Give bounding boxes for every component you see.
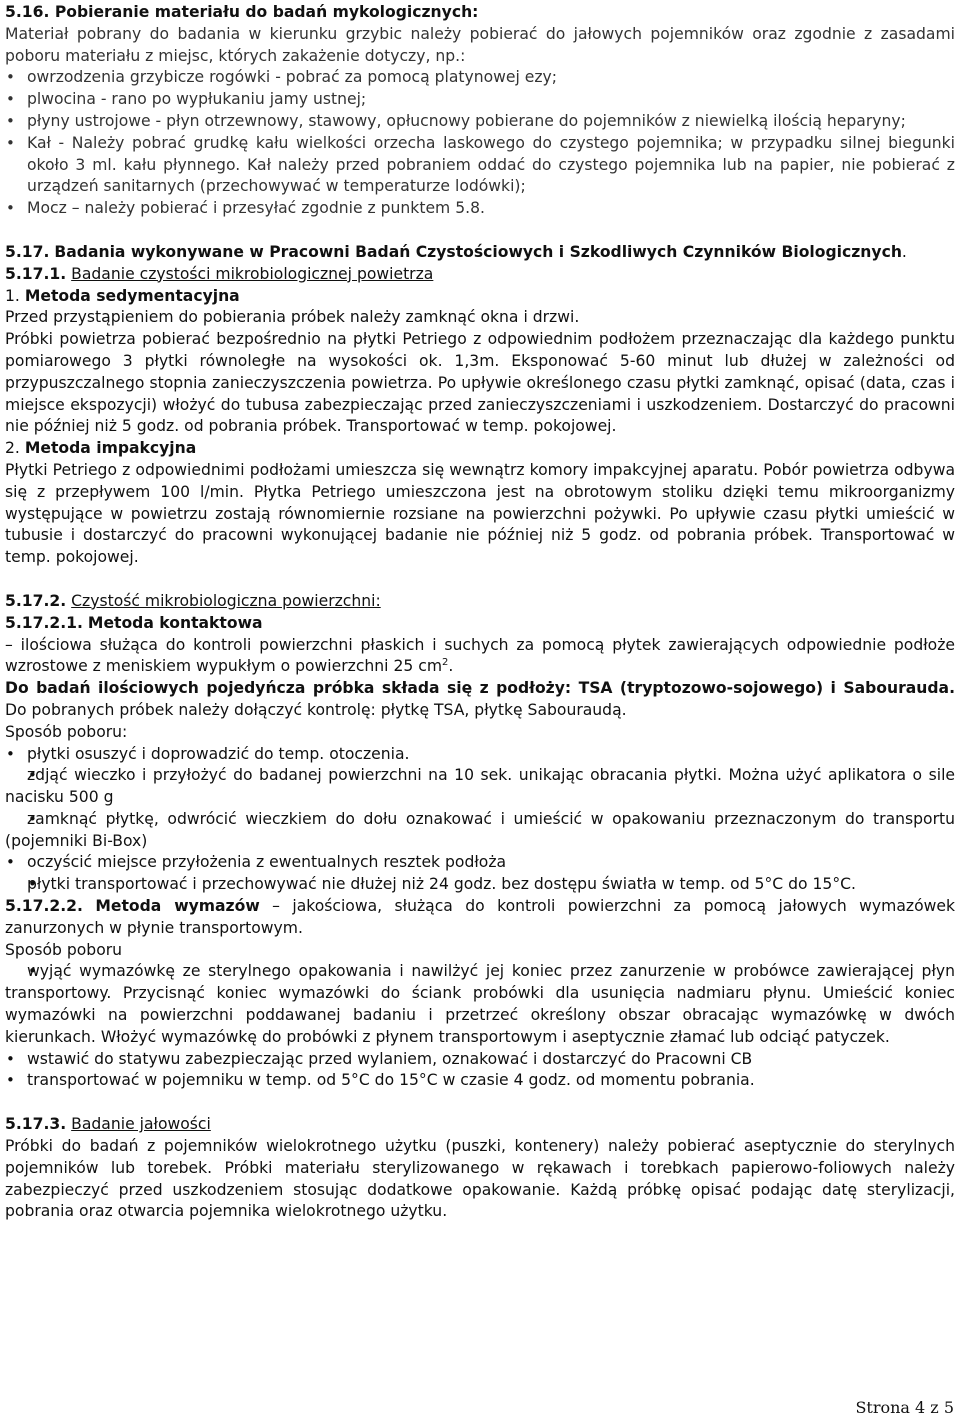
section-5-17-2-heading: 5.17.2. Czystość mikrobiologiczna powierzchni:	[5, 591, 381, 610]
list-item: • płytki transportować i przechowywać nie dłużej niż 24 godz. bez dostępu światła w temp. od 5°C do 15°C.	[5, 874, 955, 896]
list-item: • transportować w pojemniku w temp. od 5°C do 15°C w czasie 4 godz. od momentu pobrania.	[5, 1070, 955, 1092]
list-item: • Mocz – należy pobierać i przesyłać zgodnie z punktem 5.8.	[5, 198, 955, 220]
swab-method-procedure-label: Sposób poboru	[5, 940, 123, 959]
list-item: • plwocina - rano po wypłukaniu jamy ustnej;	[5, 89, 955, 111]
spacer	[5, 220, 955, 242]
section-5-16-list	[5, 67, 955, 220]
spacer	[5, 569, 955, 591]
section-5-17-2-1-heading: 5.17.2.1. Metoda kontaktowa	[5, 613, 263, 632]
section-5-16-heading: 5.16. Pobieranie materiału do badań mykologicznych:	[5, 3, 479, 21]
spacer	[5, 1092, 955, 1114]
swab-method-steps	[5, 961, 955, 1092]
section-5-17-heading: 5.17. Badania wykonywane w Pracowni Badań Czystościowych i Szkodliwych Czynników Biologicznych.	[5, 242, 907, 261]
sterility-paragraph: Próbki do badań z pojemników wielokrotnego użytku (puszki, kontenery) należy pobierać aseptycznie do sterylnych pojemników lub torebek. Próbki materiału sterylizowanego w rękawach i torebkach papierowo-foliowych należy zabezpieczyć przed uszkodzeniem stosując dodatkowe opakowanie. Każdą próbkę opisać podając datę sterylizacji, pobrania oraz otwarcia pojemnika wielokrotnego użytku.	[5, 1137, 955, 1221]
method-2-paragraph: Płytki Petriego z odpowiednimi podłożami umieszcza się wewnątrz komory impakcyjnej aparatu. Pobór powietrza odbywa się z przepływem 100 l/min. Płytka Petriego umieszczona jest na obrotowym stoliku dzięki temu mikroorganizmy występujące w powietrzu zostają równomiernie rozsiane na powierzchni pożywki. Po upływie czasu płytki umieścić w tubusie i dostarczyć do pracowni wykonującej badanie nie później niż 5 godz. od pobrania próbek. Transportować w temp. pokojowej.	[5, 460, 955, 567]
method-1-paragraph-1: Przed przystąpieniem do pobierania próbek należy zamknąć okna i drzwi.	[5, 308, 580, 327]
list-item: • Kał - Należy pobrać grudkę kału wielkości orzecha laskowego do czystego pojemnika; w przypadku silnej biegunki około 3 ml. kału płynnego. Kał należy przed pobraniem oddać do czystego pojemnika lub na papier, nie pobierać z urządzeń sanitarnych (przechowywać w temperaturze lodówki);	[5, 133, 955, 198]
page-number: Strona 4 z 5	[855, 1398, 954, 1417]
list-item: • wstawić do statywu zabezpieczając przed wylaniem, oznakować i dostarczyć do Pracowni CB	[5, 1049, 955, 1071]
method-1-paragraph-2: Próbki powietrza pobierać bezpośrednio na płytki Petriego z odpowiednim podłożem przeznaczając dla każdego punktu pomiarowego 3 płytki równoległe na wysokości ok. 1,3m. Eksponować 5-60 minut lub dłużej w zależności od przypuszczalnego stopnia zanieczyszczenia powietrza. Po upływie określonego czasu płytki zamknąć, opisać (data, czas i miejsce ekspozycji) włożyć do tubusa zabezpieczając przed zanieczyszczeniami i uszkodzeniem. Dostarczyć do pracowni nie później niż 5 godz. od pobrania próbek. Transportować w temp. pokojowej.	[5, 330, 955, 436]
list-item: • płytki osuszyć i doprowadzić do temp. otoczenia.	[5, 744, 955, 766]
list-item: • płyny ustrojowe - płyn otrzewnowy, stawowy, opłucnowy pobierane do pojemników z niewielką ilością heparyny;	[5, 111, 955, 133]
document-page	[5, 2, 955, 1223]
section-5-16-intro: Materiał pobrany do badania w kierunku grzybic należy pobierać do jałowych pojemników oraz zgodnie z zasadami poboru materiału z miejsc, których zakażenie dotyczy, np.:	[5, 24, 955, 65]
list-item: • oczyścić miejsce przyłożenia z ewentualnych resztek podłoża	[5, 852, 955, 874]
contact-method-steps	[5, 744, 955, 897]
list-item: • owrzodzenia grzybicze rogówki - pobrać za pomocą platynowej ezy;	[5, 67, 955, 89]
section-5-17-2-2-heading: 5.17.2.2. Metoda wymazów – jakościowa, służąca do kontroli powierzchni za pomocą jałowych wymazówek zanurzonych w płynie transportowym.	[5, 897, 955, 937]
list-item: • zdjąć wieczko i przyłożyć do badanej powierzchni na 10 sek. unikając obracania płytki. Można użyć aplikatora o sile nacisku 500 g	[5, 765, 955, 809]
method-2-heading: 2. Metoda impakcyjna	[5, 439, 197, 458]
contact-method-description: – ilościowa służąca do kontroli powierzchni płaskich i suchych za pomocą płytek zawierających odpowiednie podłoże wzrostowe z meniskiem wypukłym o powierzchni 25 $cm^2$.	[5, 635, 955, 676]
section-5-17-1-heading: 5.17.1. Badanie czystości mikrobiologicznej powietrza	[5, 264, 434, 283]
list-item: • wyjąć wymazówkę ze sterylnego opakowania i nawilżyć jej koniec przez zanurzenie w probówce zawierającej płyn transportowy. Przycisnąć koniec wymazówki do ściank probówki dla usunięcia nadmiaru płynu. Umieścić koniec wymazówki na powierzchni poddawanej badaniu i przetrzeć określony obszar obracając wymazówkę w dwóch kierunkach. Włożyć wymazówkę do probówki z płynem transportowym i aseptycznie złamać lub odciąć patyczek.	[5, 961, 955, 1048]
section-5-17-3-heading: 5.17.3. Badanie jałowości	[5, 1115, 211, 1134]
method-1-heading: 1. Metoda sedymentacyjna	[5, 286, 240, 305]
list-item: • zamknąć płytkę, odwrócić wieczkiem do dołu oznakować i umieścić w opakowaniu przeznaczonym do transportu (pojemniki Bi-Box)	[5, 809, 955, 853]
contact-method-procedure-label: Sposób poboru:	[5, 722, 128, 741]
contact-method-sample-note: Do badań ilościowych pojedyńcza próbka składa się z podłoży: TSA (tryptozowo-sojowego) i Sabourauda. Do pobranych próbek należy dołączyć kontrolę: płytkę TSA, płytkę Sabouraudą.	[5, 679, 955, 719]
